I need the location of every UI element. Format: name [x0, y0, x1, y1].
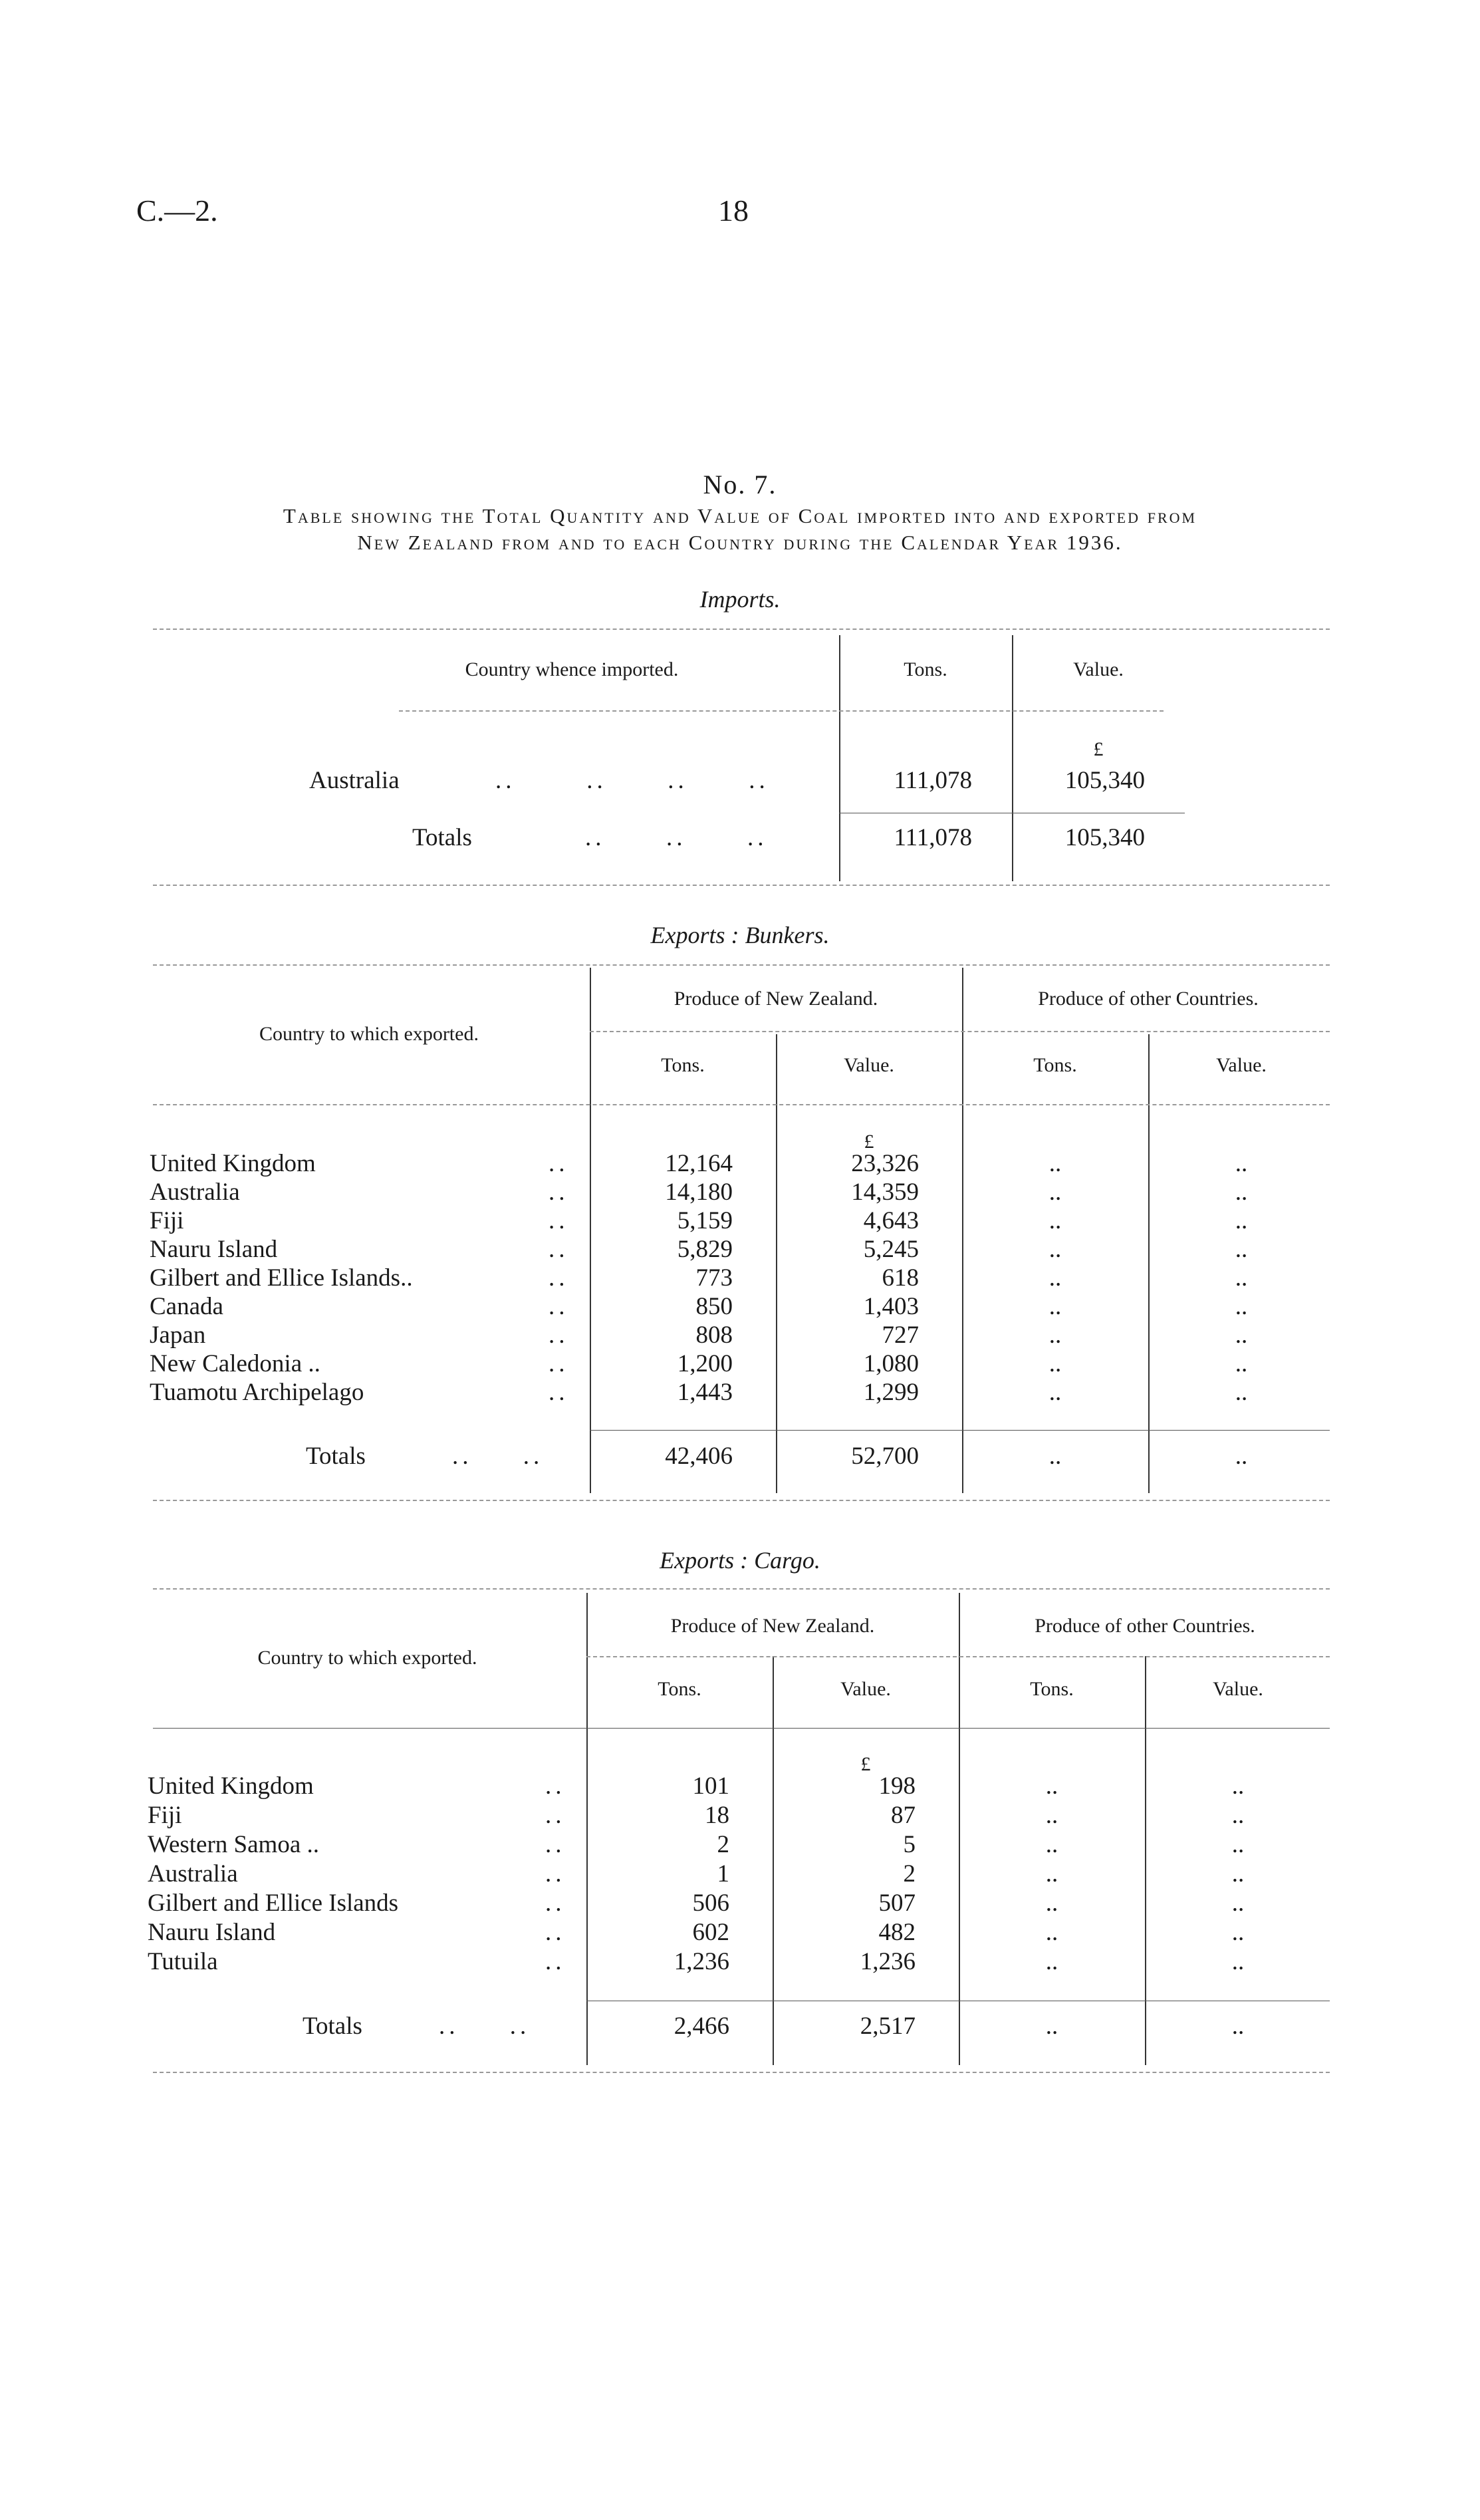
- cargo-col-nz-value: Value.: [840, 1678, 891, 1700]
- cargo-row-other-tons: ..: [1045, 1948, 1058, 1975]
- cargo-row-nz-value: 87: [891, 1802, 916, 1829]
- bunkers-row-leader-dots: ..: [549, 1264, 569, 1292]
- imports-totals-value: 105,340: [1064, 824, 1145, 851]
- cargo-top-rule: [153, 1588, 1330, 1590]
- bunkers-header-rule: [153, 1104, 1330, 1105]
- bunkers-row-country: Japan: [150, 1322, 206, 1349]
- cargo-row-leader-dots: ..: [545, 1831, 566, 1858]
- bunkers-totals-nz-value: 52,700: [851, 1443, 919, 1470]
- bunkers-group-other: Produce of other Countries.: [1038, 988, 1259, 1010]
- cargo-group-nz: Produce of New Zealand.: [670, 1615, 875, 1637]
- bunkers-row-country: Australia: [150, 1179, 240, 1206]
- bunkers-row-other-tons: ..: [1048, 1236, 1062, 1263]
- cargo-totals-dots: .. ..: [439, 2013, 531, 2040]
- bunkers-bottom-rule: [153, 1500, 1330, 1501]
- cargo-row-country: Australia: [148, 1860, 238, 1888]
- cargo-row-nz-tons: 2: [717, 1831, 729, 1858]
- document-reference: C.—2.: [136, 194, 218, 227]
- bunkers-row-country: Tuamotu Archipelago: [150, 1379, 364, 1406]
- bunkers-totals-nz-tons: 42,406: [665, 1443, 733, 1470]
- bunkers-row-leader-dots: ..: [549, 1293, 569, 1320]
- bunkers-row-nz-tons: 5,829: [677, 1236, 733, 1263]
- bunkers-row-other-value: ..: [1235, 1322, 1248, 1349]
- cargo-row-other-tons: ..: [1045, 1831, 1058, 1858]
- bunkers-row-nz-value: 1,080: [863, 1350, 919, 1377]
- cargo-row-other-tons: ..: [1045, 1890, 1058, 1917]
- cargo-row-country: Gilbert and Ellice Islands: [148, 1890, 399, 1917]
- bunkers-row-other-value: ..: [1235, 1150, 1248, 1177]
- bunkers-row-nz-value: 727: [882, 1322, 919, 1349]
- bunkers-col-other-tons: Tons.: [1033, 1054, 1077, 1076]
- bunkers-row-nz-tons: 5,159: [677, 1207, 733, 1234]
- cargo-row-other-tons: ..: [1045, 1860, 1058, 1888]
- cargo-col-other-tons: Tons.: [1030, 1678, 1074, 1700]
- bunkers-row-other-tons: ..: [1048, 1293, 1062, 1320]
- bunkers-col-country: Country to which exported.: [259, 1023, 479, 1045]
- cargo-row-country: Nauru Island: [148, 1919, 276, 1946]
- cargo-row-other-value: ..: [1231, 1831, 1245, 1858]
- cargo-row-other-value: ..: [1231, 1948, 1245, 1975]
- cargo-row-nz-tons: 101: [692, 1772, 729, 1800]
- cargo-row-nz-tons: 506: [692, 1890, 729, 1917]
- cargo-row-other-tons: ..: [1045, 1772, 1058, 1800]
- cargo-group-rule: [586, 1656, 1330, 1657]
- bunkers-row-country: New Caledonia ..: [150, 1350, 320, 1377]
- bunkers-row-leader-dots: ..: [549, 1350, 569, 1377]
- cargo-totals-nz-value: 2,517: [860, 2013, 916, 2040]
- bunkers-row-country: Nauru Island: [150, 1236, 278, 1263]
- cargo-row-nz-tons: 602: [692, 1919, 729, 1946]
- page-number: 18: [718, 194, 749, 227]
- bunkers-totals-other-tons: ..: [1048, 1443, 1062, 1470]
- imports-row-value: 105,340: [1064, 767, 1145, 794]
- bunkers-row-other-tons: ..: [1048, 1264, 1062, 1292]
- bunkers-row-leader-dots: ..: [549, 1322, 569, 1349]
- bunkers-row-nz-tons: 850: [695, 1293, 733, 1320]
- cargo-row-other-value: ..: [1231, 1802, 1245, 1829]
- bunkers-totals-other-value: ..: [1235, 1443, 1248, 1470]
- title-line-1: Table showing the Total Quantity and Value of Coal imported into and exported from: [283, 504, 1197, 527]
- bunkers-row-other-tons: ..: [1048, 1350, 1062, 1377]
- bunkers-row-other-value: ..: [1235, 1236, 1248, 1263]
- bunkers-row-other-tons: ..: [1048, 1179, 1062, 1206]
- bunkers-row-other-value: ..: [1235, 1379, 1248, 1406]
- cargo-currency-symbol: £: [860, 1753, 871, 1775]
- bunkers-row-other-value: ..: [1235, 1293, 1248, 1320]
- bunkers-row-leader-dots: ..: [549, 1150, 569, 1177]
- title-line-2: New Zealand from and to each Country during the Calendar Year 1936.: [357, 531, 1123, 554]
- bunkers-currency-symbol: £: [864, 1131, 874, 1153]
- bunkers-row-nz-tons: 12,164: [665, 1150, 733, 1177]
- bunkers-col-other-value: Value.: [1216, 1054, 1267, 1076]
- bunkers-top-rule: [153, 964, 1330, 966]
- cargo-row-leader-dots: ..: [545, 1919, 566, 1946]
- bunkers-row-nz-tons: 1,200: [677, 1350, 733, 1377]
- cargo-totals-nz-tons: 2,466: [674, 2013, 729, 2040]
- bunkers-row-leader-dots: ..: [549, 1179, 569, 1206]
- cargo-row-nz-value: 507: [878, 1890, 916, 1917]
- cargo-totals-other-tons: ..: [1045, 2013, 1058, 2040]
- imports-top-rule: [153, 629, 1330, 630]
- imports-col-value: Value.: [1073, 658, 1124, 680]
- cargo-totals-label: Totals: [303, 2013, 362, 2040]
- cargo-row-nz-tons: 1,236: [674, 1948, 729, 1975]
- cargo-row-leader-dots: ..: [545, 1860, 566, 1888]
- cargo-row-country: Tutuila: [148, 1948, 218, 1975]
- imports-col-country: Country whence imported.: [465, 658, 679, 680]
- table-number: No. 7.: [703, 470, 777, 499]
- cargo-col-other-value: Value.: [1213, 1678, 1263, 1700]
- bunkers-row-nz-value: 618: [882, 1264, 919, 1292]
- cargo-row-leader-dots: ..: [545, 1772, 566, 1800]
- bunkers-row-country: United Kingdom: [150, 1150, 316, 1177]
- bunkers-row-nz-value: 14,359: [851, 1179, 919, 1206]
- imports-currency-symbol: £: [1093, 738, 1104, 760]
- bunkers-row-other-tons: ..: [1048, 1150, 1062, 1177]
- cargo-row-other-value: ..: [1231, 1919, 1245, 1946]
- cargo-group-other: Produce of other Countries.: [1035, 1615, 1255, 1637]
- bunkers-row-nz-tons: 773: [695, 1264, 733, 1292]
- imports-totals-label: Totals: [412, 824, 472, 851]
- bunkers-row-leader-dots: ..: [549, 1236, 569, 1263]
- cargo-row-nz-tons: 1: [717, 1860, 729, 1888]
- cargo-totals-other-value: ..: [1231, 2013, 1245, 2040]
- imports-col-tons: Tons.: [904, 658, 947, 680]
- cargo-row-other-value: ..: [1231, 1860, 1245, 1888]
- cargo-row-other-tons: ..: [1045, 1919, 1058, 1946]
- cargo-col-country: Country to which exported.: [257, 1647, 477, 1669]
- cargo-row-leader-dots: ..: [545, 1890, 566, 1917]
- bunkers-totals-dots: .. ..: [452, 1443, 544, 1470]
- cargo-row-other-tons: ..: [1045, 1802, 1058, 1829]
- cargo-row-nz-value: 198: [878, 1772, 916, 1800]
- bunkers-row-other-value: ..: [1235, 1179, 1248, 1206]
- cargo-row-leader-dots: ..: [545, 1948, 566, 1975]
- bunkers-row-country: Fiji: [150, 1207, 184, 1234]
- bunkers-row-other-tons: ..: [1048, 1379, 1062, 1406]
- cargo-bottom-rule: [153, 2072, 1330, 2073]
- bunkers-row-other-value: ..: [1235, 1350, 1248, 1377]
- bunkers-row-nz-tons: 1,443: [677, 1379, 733, 1406]
- bunkers-row-nz-value: 4,643: [863, 1207, 919, 1234]
- bunkers-heading: Exports : Bunkers.: [650, 922, 830, 948]
- cargo-row-nz-value: 2: [903, 1860, 916, 1888]
- cargo-row-other-value: ..: [1231, 1772, 1245, 1800]
- bunkers-row-other-value: ..: [1235, 1264, 1248, 1292]
- cargo-heading: Exports : Cargo.: [660, 1547, 820, 1574]
- bunkers-group-rule: [590, 1031, 1330, 1032]
- bunkers-row-leader-dots: ..: [549, 1379, 569, 1406]
- cargo-row-nz-value: 482: [878, 1919, 916, 1946]
- bunkers-row-country: Canada: [150, 1293, 223, 1320]
- bunkers-group-nz: Produce of New Zealand.: [674, 988, 878, 1010]
- cargo-row-country: United Kingdom: [148, 1772, 314, 1800]
- imports-bottom-rule: [153, 885, 1330, 886]
- cargo-row-country: Fiji: [148, 1802, 182, 1829]
- imports-leader-dots: .. .. .. ..: [495, 767, 769, 794]
- bunkers-row-country: Gilbert and Ellice Islands..: [150, 1264, 413, 1292]
- cargo-col-nz-tons: Tons.: [658, 1678, 701, 1700]
- cargo-row-leader-dots: ..: [545, 1802, 566, 1829]
- bunkers-row-other-tons: ..: [1048, 1207, 1062, 1234]
- bunkers-row-nz-tons: 14,180: [665, 1179, 733, 1206]
- bunkers-totals-label: Totals: [306, 1443, 366, 1470]
- imports-row-country: Australia: [309, 767, 400, 794]
- bunkers-row-nz-value: 1,403: [863, 1293, 919, 1320]
- bunkers-col-nz-tons: Tons.: [661, 1054, 705, 1076]
- imports-row-tons: 111,078: [894, 767, 972, 794]
- cargo-header-rule: [153, 1728, 1330, 1729]
- bunkers-row-nz-tons: 808: [695, 1322, 733, 1349]
- cargo-row-nz-tons: 18: [705, 1802, 729, 1829]
- bunkers-totals-rule: [590, 1430, 1330, 1431]
- bunkers-row-other-tons: ..: [1048, 1322, 1062, 1349]
- imports-header-rule: [399, 710, 1164, 712]
- bunkers-row-other-value: ..: [1235, 1207, 1248, 1234]
- bunkers-row-nz-value: 5,245: [863, 1236, 919, 1263]
- cargo-row-nz-value: 5: [903, 1831, 916, 1858]
- cargo-row-country: Western Samoa ..: [148, 1831, 320, 1858]
- bunkers-row-leader-dots: ..: [549, 1207, 569, 1234]
- bunkers-row-nz-value: 1,299: [863, 1379, 919, 1406]
- imports-heading: Imports.: [699, 586, 781, 613]
- imports-totals-tons: 111,078: [894, 824, 972, 851]
- bunkers-col-nz-value: Value.: [844, 1054, 894, 1076]
- cargo-row-other-value: ..: [1231, 1890, 1245, 1917]
- cargo-row-nz-value: 1,236: [860, 1948, 916, 1975]
- bunkers-row-nz-value: 23,326: [851, 1150, 919, 1177]
- imports-totals-dots: .. .. ..: [585, 824, 768, 851]
